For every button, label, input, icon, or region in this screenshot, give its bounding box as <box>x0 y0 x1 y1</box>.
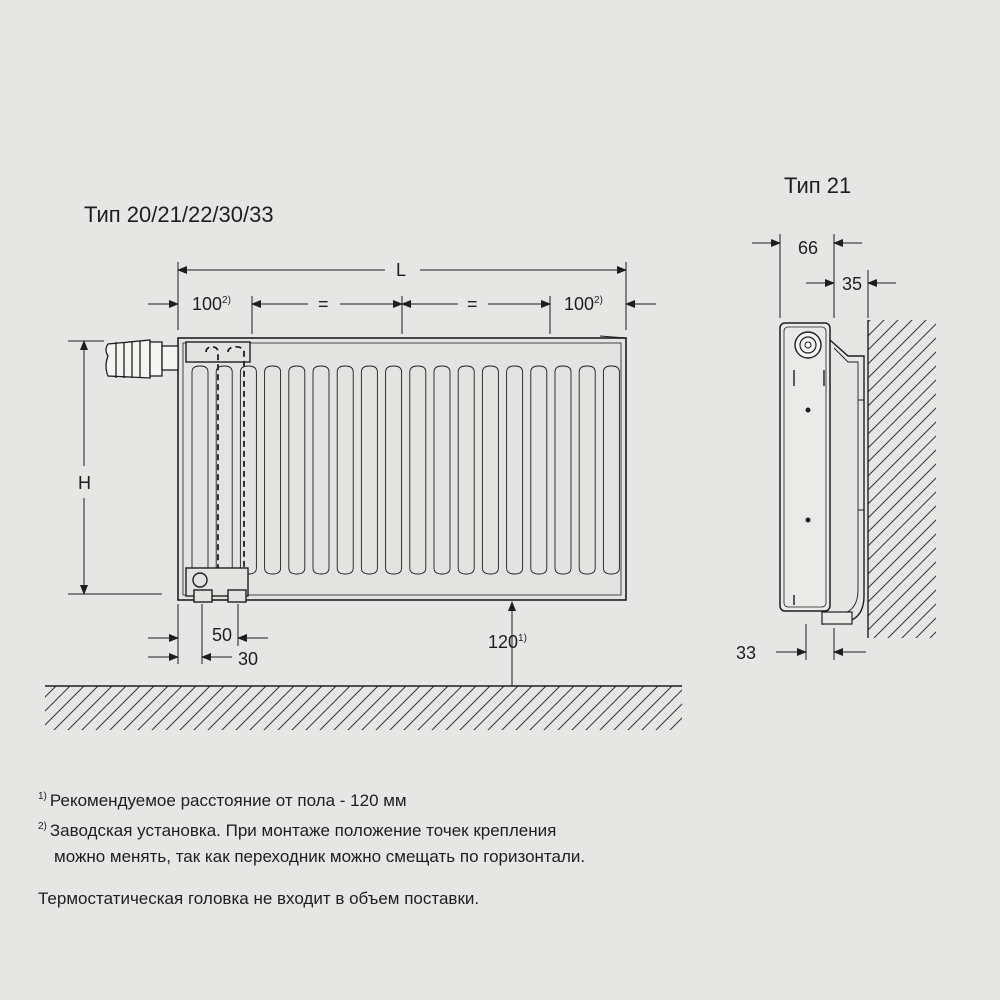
footnote-2: $^{2)}$ Заводская установка. При монтаже положение точек крепления <box>38 821 557 840</box>
depth-66-label: 66 <box>798 238 819 258</box>
equal-right-label: = <box>467 294 478 314</box>
floor-hatch <box>45 686 682 730</box>
dimension-H <box>68 341 162 594</box>
footnote-1: $^{1)}$ Рекомендуемое расстояние от пола - 120 мм <box>38 791 407 810</box>
dimension-50-label: 50 <box>212 625 233 645</box>
delivery-note: Термостатическая головка не входит в объем поставки. <box>38 889 480 908</box>
depth-35-label: 35 <box>842 274 863 294</box>
dimension-H-label: H <box>78 473 91 493</box>
right-offset-label: 100$^{2)}$ <box>564 294 603 314</box>
footnote-2-continued: можно менять, так как переходник можно смещать по горизонтали. <box>54 847 586 866</box>
left-offset-label: 100$^{2)}$ <box>192 294 231 314</box>
dimension-30-label: 30 <box>238 649 259 669</box>
equal-left-label: = <box>318 294 329 314</box>
dimension-L-label: L <box>396 260 407 280</box>
footnotes <box>38 784 978 912</box>
floor-distance-label: 120$^{1)}$ <box>488 632 527 652</box>
front-view-title: Тип 20/21/22/30/33 <box>84 202 274 227</box>
thermostatic-head-icon <box>106 340 178 378</box>
side-view-title: Тип 21 <box>784 173 852 198</box>
wall-hatch <box>868 320 936 638</box>
depth-33-label: 33 <box>736 643 757 663</box>
radiator-side-view <box>780 323 864 624</box>
radiator-front-view <box>106 336 626 602</box>
